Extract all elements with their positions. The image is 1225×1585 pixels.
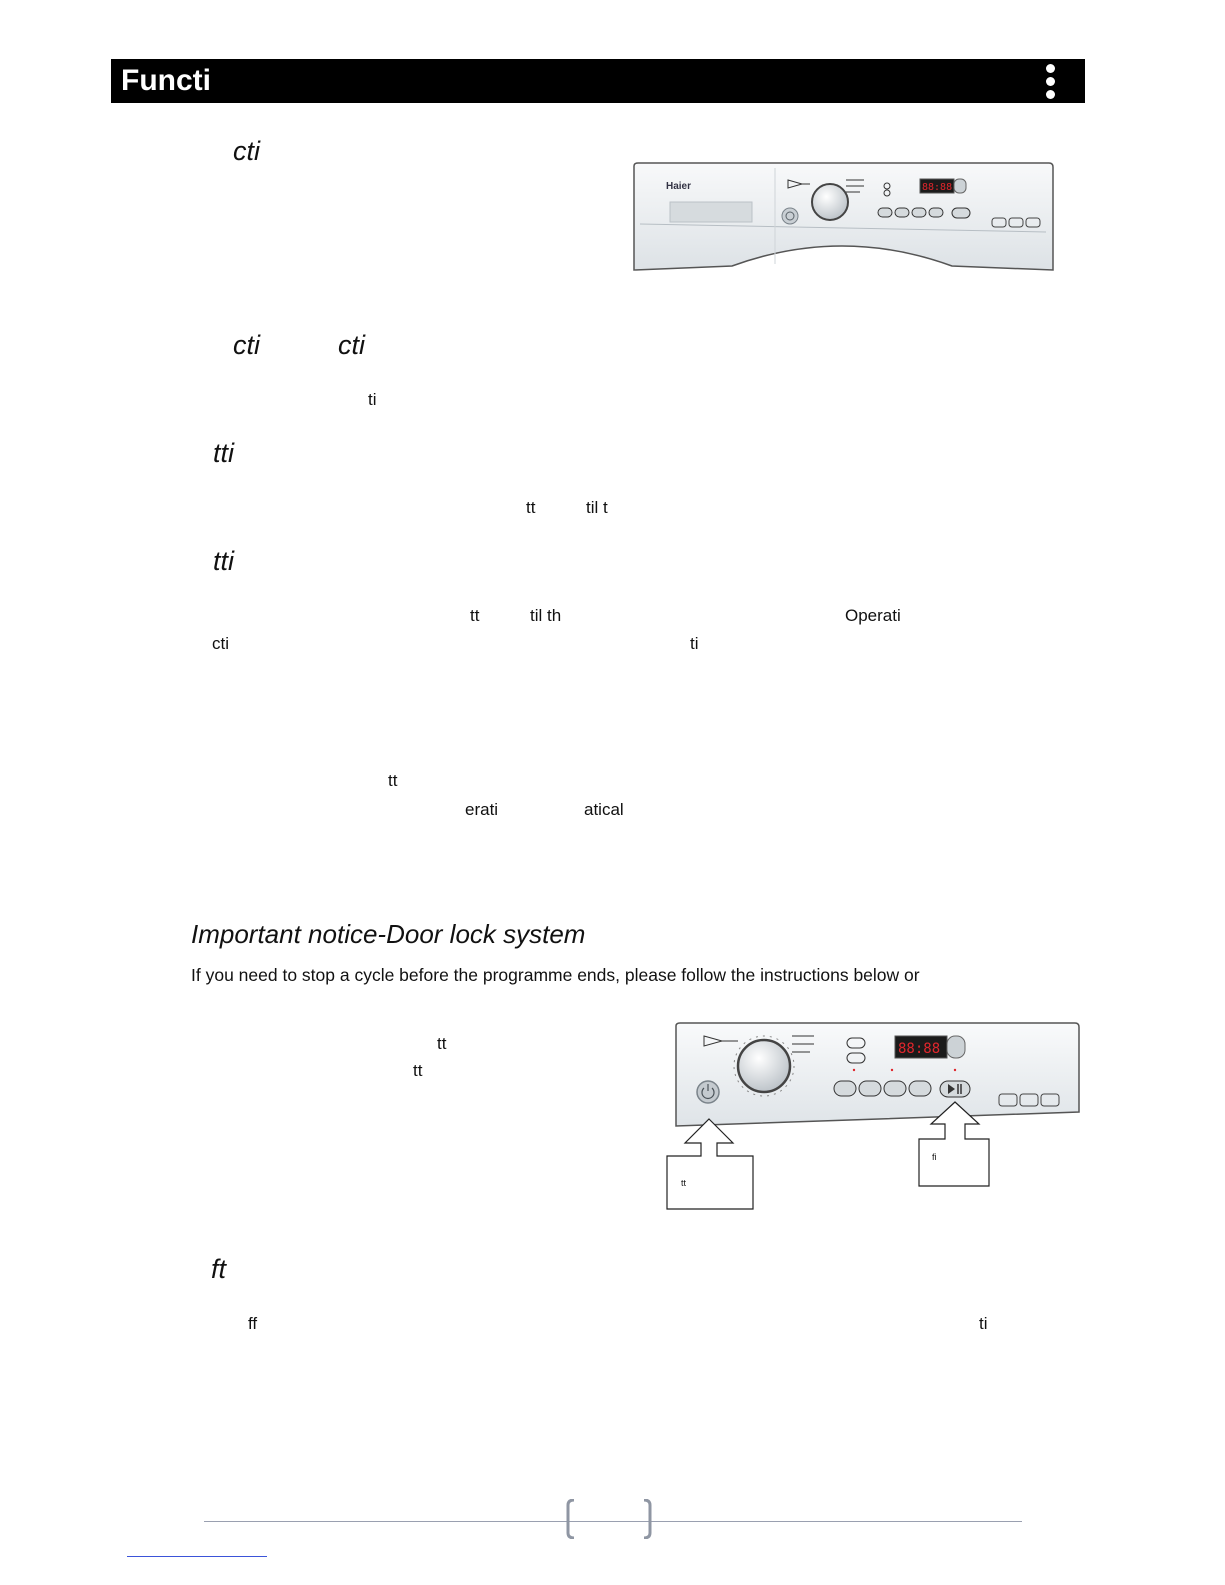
page-number-bracket-right <box>642 1499 652 1539</box>
svg-text:88:88: 88:88 <box>898 1041 941 1057</box>
menu-dots-icon <box>1046 64 1056 100</box>
text-fragment: ti <box>368 390 377 409</box>
section-heading-2a: cti <box>233 330 260 360</box>
text-fragment: atical <box>584 800 624 819</box>
text-fragment: ti <box>979 1314 988 1333</box>
callout-label-right: fi <box>932 1152 937 1162</box>
text-fragment: tt <box>437 1034 447 1053</box>
footer-rule <box>204 1521 1022 1522</box>
section-heading-5: ft <box>211 1254 227 1284</box>
text-fragment: tt <box>413 1061 423 1080</box>
section-heading-2b: cti <box>338 330 365 360</box>
text-fragment: tt <box>470 606 480 625</box>
footer-link[interactable] <box>127 1556 267 1557</box>
notice-text: If you need to stop a cycle before the programme ends, please follow the instructions below or <box>191 965 920 985</box>
header-bar <box>111 59 1085 103</box>
section-heading-3: tti <box>213 438 235 468</box>
text-fragment: erati <box>465 800 499 819</box>
text-fragment: tt <box>388 771 398 790</box>
callout-arrow-left <box>665 1117 755 1212</box>
section-heading-1: cti <box>233 136 260 166</box>
svg-text:Haier: Haier <box>666 181 692 192</box>
text-fragment: til th <box>530 606 562 625</box>
section-heading-4: tti <box>213 546 235 576</box>
page-title: Functi <box>121 64 211 97</box>
power-button-illustration <box>697 1081 719 1103</box>
page-number-bracket-left <box>566 1499 576 1539</box>
control-panel-illustration-2 <box>674 1022 1081 1128</box>
text-fragment: tt <box>526 498 536 517</box>
text-fragment: ti <box>690 634 699 653</box>
text-fragment: Operati <box>845 606 901 625</box>
notice-heading: Important notice-Door lock system <box>191 919 586 949</box>
text-fragment: til t <box>586 498 608 517</box>
text-fragment: ff <box>248 1314 258 1333</box>
callout-arrow-right <box>917 1100 992 1190</box>
start-pause-button-illustration <box>940 1081 970 1097</box>
control-panel-illustration <box>632 162 1055 278</box>
text-fragment: cti <box>212 634 229 653</box>
haier-logo <box>666 181 691 192</box>
callout-label-left: tt <box>681 1178 687 1188</box>
svg-text:88:88: 88:88 <box>922 182 953 193</box>
